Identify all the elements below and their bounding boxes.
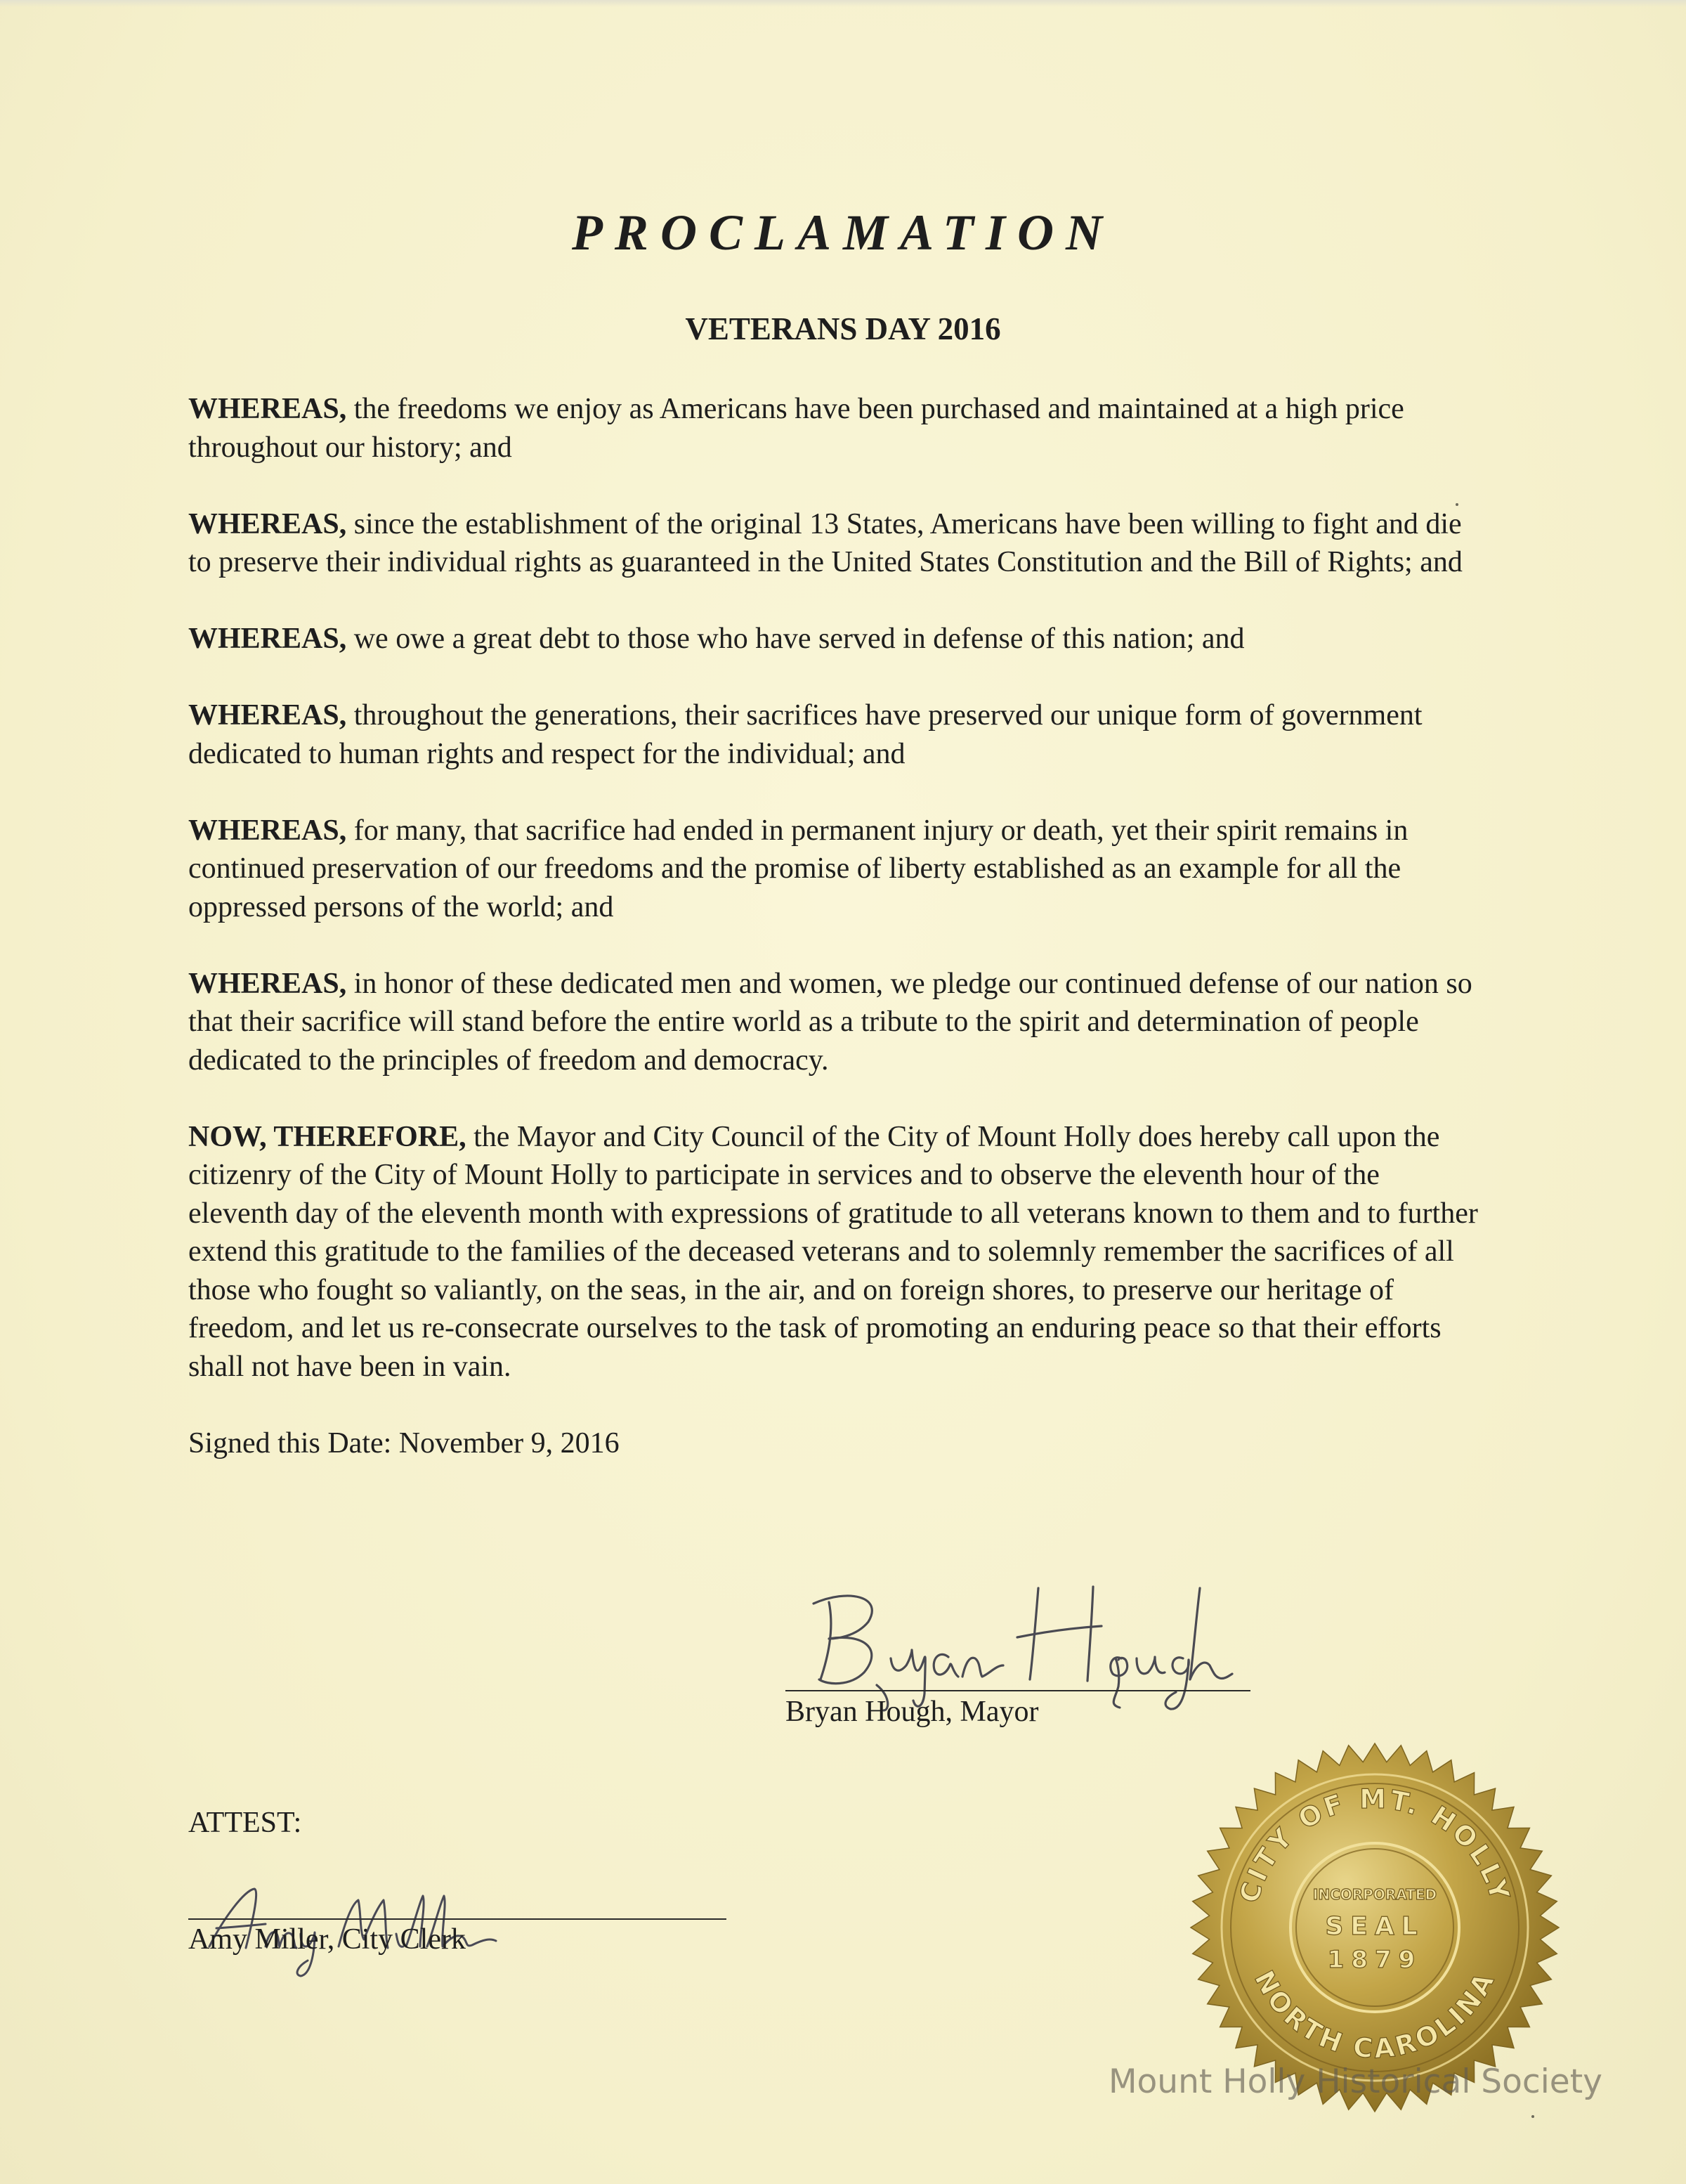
paragraph-lead: NOW, THEREFORE,: [188, 1120, 466, 1153]
paragraph-lead: WHEREAS,: [188, 814, 347, 847]
paragraph-lead: WHEREAS,: [188, 393, 347, 425]
clerk-name-caption: Amy Miller, City Clerk: [188, 1923, 466, 1956]
paper-speck: [1456, 503, 1458, 506]
seal-top-text: CITY OF MT. HOLLY: [1233, 1783, 1517, 1906]
therefore-paragraph: [188, 1118, 1481, 1386]
paragraph-text: the freedoms we enjoy as Americans have been purchased and maintained at a high price throughout our history; and: [188, 393, 1404, 464]
clerk-signature-block: [188, 1806, 722, 1989]
mayor-signature-line: [785, 1690, 1250, 1691]
seal-bottom-text: NORTH CAROLINA: [1248, 1965, 1501, 2065]
paragraph-lead: WHEREAS,: [188, 699, 347, 732]
attest-label: ATTEST:: [188, 1807, 302, 1839]
mayor-signature-block: [785, 1574, 1250, 1728]
whereas-paragraph: [188, 620, 1481, 658]
paragraph-text: for many, that sacrifice had ended in permanent injury or death, yet their spirit remains in continued preservation of our freedoms and the promise of liberty established as an example for all the oppressed persons of the world; and: [188, 814, 1409, 923]
clerk-signature-line: [188, 1918, 726, 1920]
paragraph-text: we owe a great debt to those who have served in defense of this nation; and: [346, 623, 1245, 655]
document-title: PROCLAMATION: [571, 204, 1115, 261]
paragraph-text: throughout the generations, their sacrifices have preserved our unique form of government dedicated to human rights and respect for the individual; and: [188, 699, 1423, 770]
paragraph-text: the Mayor and City Council of the City of Mount Holly does hereby call upon the citizenry of the City of Mount Holly to participate in services and to observe the eleventh hour of the eleventh day of the eleventh month with expressions of gratitude to all veterans known to them and to further extend this gratitude to the families of the deceased veterans and to solemnly remember the sacrifices of all those who fought so valiantly, on the seas, in the air, and on foreign shores, to preserve our heritage of freedom, and let us re-consecrate ourselves to the task of promoting an enduring peace so that their efforts shall not have been in vain.: [188, 1120, 1478, 1383]
whereas-paragraph: [188, 390, 1481, 467]
mayor-name-caption: Bryan Hough, Mayor: [785, 1696, 1039, 1728]
signed-date: Signed this Date: November 9, 2016: [188, 1426, 620, 1460]
seal-center-line3: 1879: [1327, 1946, 1423, 1974]
paragraph-lead: WHEREAS,: [188, 507, 347, 540]
watermark: Mount Holly Historical Society: [1109, 2062, 1602, 2101]
paper-speck: [1531, 2115, 1534, 2118]
page-top-edge: [0, 0, 1686, 7]
seal-center-line1: INCORPORATED: [1312, 1886, 1437, 1903]
city-seal: [1189, 1741, 1561, 2114]
mayor-handwritten-signature: [785, 1560, 1235, 1715]
paragraph-text: since the establishment of the original 13 States, Americans have been willing to fight and die to preserve their individual rights as guaranteed in the United States Constitution and the Bill of Rights; and: [188, 507, 1463, 578]
proclamation-body: [188, 390, 1481, 1462]
seal-center-line2: SEAL: [1325, 1912, 1425, 1941]
whereas-paragraph: [188, 505, 1481, 582]
document-subtitle: VETERANS DAY 2016: [685, 311, 1001, 346]
paragraph-text: in honor of these dedicated men and women, we pledge our continued defense of our nation so that their sacrifice will stand before the entire world as a tribute to the spirit and determination of people dedicated to the principles of freedom and democracy.: [188, 967, 1472, 1077]
whereas-paragraph: [188, 812, 1481, 927]
whereas-paragraph: [188, 696, 1481, 773]
paragraph-lead: WHEREAS,: [188, 967, 347, 1000]
whereas-paragraph: [188, 965, 1481, 1080]
paragraph-lead: WHEREAS,: [188, 623, 347, 655]
